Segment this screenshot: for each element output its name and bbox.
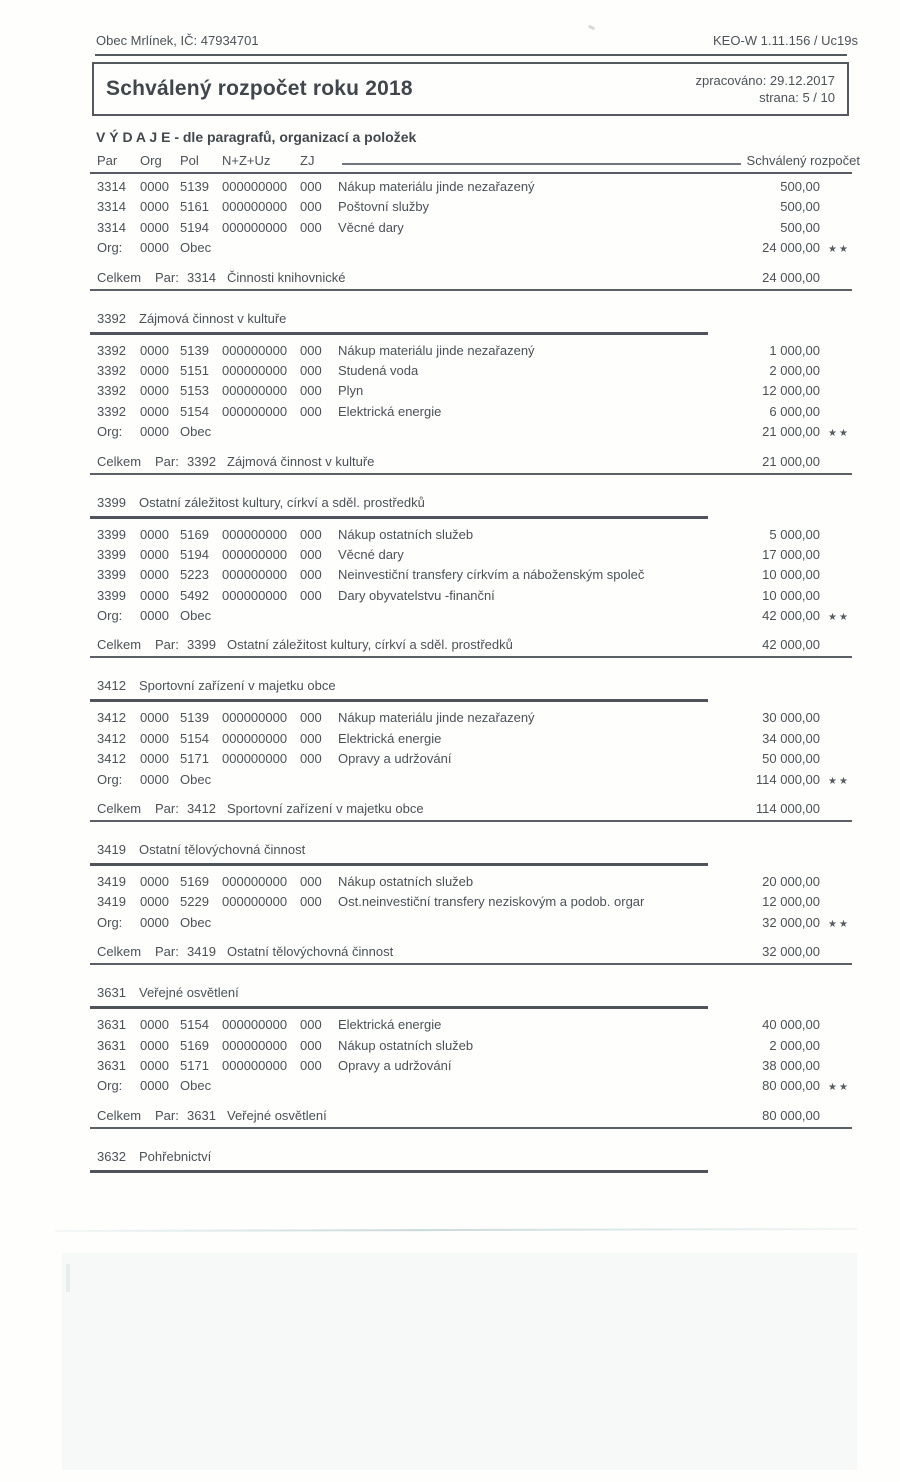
stars-marker: ★★ bbox=[828, 612, 850, 624]
celkem-par-code: 3412 bbox=[187, 801, 216, 817]
cell-pol: 5492 bbox=[180, 587, 209, 603]
cell-org: 0000 bbox=[140, 1078, 169, 1094]
cell-amount: 500,00 bbox=[780, 219, 820, 235]
cell-zj: 000 bbox=[300, 730, 322, 746]
table-block bbox=[90, 495, 852, 659]
table-row bbox=[90, 404, 852, 424]
cell-nzuz: 000000000 bbox=[222, 1017, 288, 1033]
table-row bbox=[90, 343, 852, 363]
cell-org: 0000 bbox=[140, 730, 169, 746]
table-block bbox=[90, 179, 852, 291]
table-block bbox=[90, 678, 852, 822]
cell-nzuz: 000000000 bbox=[222, 342, 288, 358]
celkem-row bbox=[90, 637, 852, 658]
cell-org: 0000 bbox=[140, 894, 169, 910]
cell-pol: 5171 bbox=[180, 1057, 209, 1073]
celkem-par-label: Par: bbox=[155, 637, 179, 653]
cell-zj: 000 bbox=[300, 546, 322, 562]
table-row bbox=[90, 731, 852, 751]
cell-par: 3399 bbox=[97, 587, 126, 603]
cell-nzuz: 000000000 bbox=[222, 219, 288, 235]
cell-nzuz: 000000000 bbox=[222, 567, 288, 583]
cell-par: 3412 bbox=[97, 730, 126, 746]
cell-description: Dary obyvatelstvu -finanční bbox=[338, 587, 495, 603]
org-label: Org: bbox=[97, 608, 123, 624]
org-name: Obec bbox=[180, 1078, 212, 1094]
municipality-id-text: Obec Mrlínek, IČ: 47934701 bbox=[96, 33, 259, 48]
cell-org: 0000 bbox=[140, 1037, 169, 1053]
cell-par: 3419 bbox=[97, 874, 126, 890]
celkem-par-code: 3631 bbox=[187, 1107, 216, 1123]
cell-nzuz: 000000000 bbox=[222, 199, 288, 215]
cell-zj: 000 bbox=[300, 710, 322, 726]
cell-description: Nákup ostatních služeb bbox=[338, 874, 474, 890]
cell-pol: 5151 bbox=[180, 362, 209, 378]
cell-pol: 5169 bbox=[180, 526, 209, 542]
par-section-heading bbox=[90, 1149, 708, 1173]
table-row bbox=[90, 894, 852, 914]
celkem-title: Zájmová činnost v kultuře bbox=[227, 453, 375, 469]
cell-amount: 6 000,00 bbox=[769, 403, 820, 419]
cell-pol: 5169 bbox=[180, 1037, 209, 1053]
par-code: 3392 bbox=[97, 310, 126, 326]
cell-par: 3392 bbox=[97, 383, 126, 399]
cell-org: 0000 bbox=[140, 608, 169, 624]
cell-description: Neinvestiční transfery církvím a náboženským společ bbox=[338, 567, 645, 583]
cell-zj: 000 bbox=[300, 894, 322, 910]
table-row bbox=[90, 567, 852, 587]
cell-nzuz: 000000000 bbox=[222, 874, 288, 890]
org-label: Org: bbox=[97, 1078, 123, 1094]
cell-org: 0000 bbox=[140, 362, 169, 378]
col-amount: Schválený rozpočet bbox=[746, 153, 860, 168]
col-zj: ZJ bbox=[300, 153, 315, 168]
cell-org: 0000 bbox=[140, 771, 169, 787]
cell-nzuz: 000000000 bbox=[222, 1057, 288, 1073]
org-name: Obec bbox=[180, 771, 212, 787]
cell-org: 0000 bbox=[140, 710, 169, 726]
par-code: 3419 bbox=[97, 842, 126, 858]
cell-par: 3631 bbox=[97, 1037, 126, 1053]
section-title: V Ý D A J E - dle paragrafů, organizací a položek bbox=[96, 129, 417, 145]
cell-description: Opravy a udržování bbox=[338, 1057, 452, 1073]
table-row bbox=[90, 874, 852, 894]
cell-amount: 10 000,00 bbox=[762, 587, 820, 603]
celkem-title: Veřejné osvětlení bbox=[227, 1107, 327, 1123]
par-section-heading bbox=[90, 678, 708, 702]
cell-par: 3399 bbox=[97, 526, 126, 542]
cell-amount: 80 000,00 bbox=[762, 1107, 820, 1123]
org-total-row bbox=[90, 915, 852, 935]
page-title: Schválený rozpočet roku 2018 bbox=[106, 77, 413, 100]
org-name: Obec bbox=[180, 424, 212, 440]
org-label: Org: bbox=[97, 914, 123, 930]
cell-amount: 34 000,00 bbox=[762, 730, 820, 746]
cell-amount: 20 000,00 bbox=[762, 874, 820, 890]
cell-amount: 50 000,00 bbox=[762, 751, 820, 767]
table-row bbox=[90, 751, 852, 771]
celkem-label: Celkem bbox=[97, 637, 142, 653]
cell-zj: 000 bbox=[300, 587, 322, 603]
cell-nzuz: 000000000 bbox=[222, 1037, 288, 1053]
table-row bbox=[90, 710, 852, 730]
cell-zj: 000 bbox=[300, 1037, 322, 1053]
cell-zj: 000 bbox=[300, 874, 322, 890]
cell-amount: 21 000,00 bbox=[762, 453, 820, 469]
cell-zj: 000 bbox=[300, 1017, 322, 1033]
table-row bbox=[90, 383, 852, 403]
rows-group bbox=[90, 343, 852, 445]
org-label: Org: bbox=[97, 771, 123, 787]
cell-org: 0000 bbox=[140, 383, 169, 399]
cell-nzuz: 000000000 bbox=[222, 383, 288, 399]
cell-description: Plyn bbox=[338, 383, 364, 399]
cell-org: 0000 bbox=[140, 914, 169, 930]
celkem-par-label: Par: bbox=[155, 801, 179, 817]
cell-org: 0000 bbox=[140, 1017, 169, 1033]
par-code: 3412 bbox=[97, 678, 126, 694]
title-meta bbox=[696, 72, 836, 106]
stars-marker: ★★ bbox=[828, 244, 850, 256]
col-pol: Pol bbox=[180, 153, 199, 168]
celkem-title: Ostatní záležitost kultury, církví a sděl. prostředků bbox=[227, 637, 513, 653]
rows-group bbox=[90, 527, 852, 629]
cell-par: 3314 bbox=[97, 219, 126, 235]
cell-nzuz: 000000000 bbox=[222, 587, 288, 603]
cell-description: Studená voda bbox=[338, 362, 419, 378]
cell-nzuz: 000000000 bbox=[222, 894, 288, 910]
page-header bbox=[96, 33, 858, 48]
cell-org: 0000 bbox=[140, 199, 169, 215]
org-name: Obec bbox=[180, 240, 212, 256]
rows-group bbox=[90, 874, 852, 935]
par-title: Zájmová činnost v kultuře bbox=[139, 310, 287, 326]
cell-pol: 5194 bbox=[180, 219, 209, 235]
table-block bbox=[90, 311, 852, 475]
celkem-par-code: 3392 bbox=[187, 453, 216, 469]
table-header bbox=[90, 153, 860, 174]
celkem-label: Celkem bbox=[97, 801, 142, 817]
stars-marker: ★★ bbox=[828, 775, 850, 787]
par-code: 3399 bbox=[97, 494, 126, 510]
stars-marker: ★★ bbox=[828, 918, 850, 930]
org-total-row bbox=[90, 424, 852, 444]
cell-par: 3412 bbox=[97, 710, 126, 726]
org-label: Org: bbox=[97, 240, 123, 256]
cell-description: Věcné dary bbox=[338, 546, 404, 562]
cell-nzuz: 000000000 bbox=[222, 546, 288, 562]
par-title: Veřejné osvětlení bbox=[139, 985, 239, 1001]
table-row bbox=[90, 1038, 852, 1058]
cell-zj: 000 bbox=[300, 199, 322, 215]
par-title: Ostatní tělovýchovná činnost bbox=[139, 842, 306, 858]
cell-par: 3631 bbox=[97, 1017, 126, 1033]
cell-nzuz: 000000000 bbox=[222, 526, 288, 542]
par-section-heading bbox=[90, 842, 708, 866]
cell-description: Nákup materiálu jinde nezařazený bbox=[338, 710, 535, 726]
stars-marker: ★★ bbox=[828, 1082, 850, 1094]
celkem-row bbox=[90, 454, 852, 475]
table-block bbox=[90, 985, 852, 1129]
cell-zj: 000 bbox=[300, 342, 322, 358]
par-code: 3631 bbox=[97, 985, 126, 1001]
rows-group bbox=[90, 710, 852, 792]
cell-pol: 5171 bbox=[180, 751, 209, 767]
celkem-par-label: Par: bbox=[155, 269, 179, 285]
table-block bbox=[90, 1149, 852, 1173]
cell-description: Věcné dary bbox=[338, 219, 404, 235]
cell-description: Elektrická energie bbox=[338, 730, 442, 746]
celkem-row bbox=[90, 801, 852, 822]
cell-description: Nákup materiálu jinde nezařazený bbox=[338, 342, 535, 358]
cell-amount: 24 000,00 bbox=[762, 240, 820, 256]
table-row bbox=[90, 547, 852, 567]
cell-amount: 2 000,00 bbox=[769, 1037, 820, 1053]
cell-pol: 5223 bbox=[180, 567, 209, 583]
par-code: 3632 bbox=[97, 1148, 126, 1164]
cell-amount: 42 000,00 bbox=[762, 608, 820, 624]
celkem-label: Celkem bbox=[97, 944, 142, 960]
celkem-title: Ostatní tělovýchovná činnost bbox=[227, 944, 394, 960]
cell-org: 0000 bbox=[140, 179, 169, 194]
cell-zj: 000 bbox=[300, 526, 322, 542]
cell-par: 3314 bbox=[97, 199, 126, 215]
header-divider bbox=[95, 54, 847, 56]
org-total-row bbox=[90, 240, 852, 260]
scan-shadow-artifact bbox=[62, 1253, 857, 1470]
cell-amount: 2 000,00 bbox=[769, 362, 820, 378]
cell-zj: 000 bbox=[300, 219, 322, 235]
cell-org: 0000 bbox=[140, 219, 169, 235]
table-row bbox=[90, 199, 852, 219]
celkem-label: Celkem bbox=[97, 1107, 142, 1123]
cell-amount: 5 000,00 bbox=[769, 526, 820, 542]
cell-amount: 500,00 bbox=[780, 179, 820, 194]
par-section-heading bbox=[90, 311, 708, 335]
cell-org: 0000 bbox=[140, 567, 169, 583]
cell-amount: 42 000,00 bbox=[762, 637, 820, 653]
budget-table bbox=[90, 153, 860, 1181]
cell-par: 3412 bbox=[97, 751, 126, 767]
cell-nzuz: 000000000 bbox=[222, 710, 288, 726]
table-row bbox=[90, 363, 852, 383]
cell-amount: 10 000,00 bbox=[762, 567, 820, 583]
par-section-heading bbox=[90, 495, 708, 519]
cell-org: 0000 bbox=[140, 751, 169, 767]
cell-pol: 5161 bbox=[180, 199, 209, 215]
cell-description: Opravy a udržování bbox=[338, 751, 452, 767]
stars-marker: ★★ bbox=[828, 428, 850, 440]
celkem-par-code: 3419 bbox=[187, 944, 216, 960]
processed-date: zpracováno: 29.12.2017 bbox=[695, 73, 835, 88]
cell-description: Nákup ostatních služeb bbox=[338, 1037, 474, 1053]
cell-pol: 5154 bbox=[180, 730, 209, 746]
celkem-label: Celkem bbox=[97, 269, 142, 285]
cell-pol: 5194 bbox=[180, 546, 209, 562]
cell-amount: 80 000,00 bbox=[762, 1078, 820, 1094]
cell-amount: 32 000,00 bbox=[762, 944, 820, 960]
table-row bbox=[90, 588, 852, 608]
celkem-title: Činnosti knihovnické bbox=[227, 269, 346, 285]
col-org: Org bbox=[140, 153, 162, 168]
cell-description: Elektrická energie bbox=[338, 403, 442, 419]
celkem-title: Sportovní zařízení v majetku obce bbox=[227, 801, 424, 817]
cell-org: 0000 bbox=[140, 240, 169, 256]
cell-zj: 000 bbox=[300, 567, 322, 583]
cell-org: 0000 bbox=[140, 526, 169, 542]
cell-org: 0000 bbox=[140, 342, 169, 358]
cell-description: Poštovní služby bbox=[338, 199, 430, 215]
rows-group bbox=[90, 179, 852, 261]
cell-org: 0000 bbox=[140, 424, 169, 440]
cell-amount: 24 000,00 bbox=[762, 269, 820, 285]
cell-par: 3314 bbox=[97, 179, 126, 194]
cell-pol: 5154 bbox=[180, 403, 209, 419]
table-row bbox=[90, 1058, 852, 1078]
celkem-par-label: Par: bbox=[155, 944, 179, 960]
cell-zj: 000 bbox=[300, 751, 322, 767]
org-total-row bbox=[90, 772, 852, 792]
cell-org: 0000 bbox=[140, 403, 169, 419]
celkem-par-code: 3314 bbox=[187, 269, 216, 285]
rows-group bbox=[90, 1017, 852, 1099]
cell-par: 3399 bbox=[97, 546, 126, 562]
cell-amount: 30 000,00 bbox=[762, 710, 820, 726]
cell-zj: 000 bbox=[300, 362, 322, 378]
page-number: strana: 5 / 10 bbox=[759, 90, 835, 105]
cell-zj: 000 bbox=[300, 1057, 322, 1073]
org-total-row bbox=[90, 1078, 852, 1098]
table-block bbox=[90, 842, 852, 965]
cell-pol: 5154 bbox=[180, 1017, 209, 1033]
cell-par: 3392 bbox=[97, 342, 126, 358]
table-row bbox=[90, 179, 852, 199]
scan-line-artifact bbox=[55, 1228, 857, 1232]
cell-pol: 5139 bbox=[180, 179, 209, 194]
cell-par: 3631 bbox=[97, 1057, 126, 1073]
col-par: Par bbox=[97, 153, 118, 168]
table-row bbox=[90, 220, 852, 240]
cell-pol: 5153 bbox=[180, 383, 209, 399]
cell-amount: 40 000,00 bbox=[762, 1017, 820, 1033]
cell-amount: 21 000,00 bbox=[762, 424, 820, 440]
par-title: Sportovní zařízení v majetku obce bbox=[139, 678, 336, 694]
cell-pol: 5139 bbox=[180, 342, 209, 358]
celkem-row bbox=[90, 270, 852, 291]
cell-amount: 1 000,00 bbox=[769, 342, 820, 358]
cell-description: Elektrická energie bbox=[338, 1017, 442, 1033]
cell-amount: 32 000,00 bbox=[762, 914, 820, 930]
cell-amount: 114 000,00 bbox=[755, 771, 820, 787]
scan-mark-artifact bbox=[66, 1264, 70, 1292]
org-name: Obec bbox=[180, 608, 212, 624]
cell-amount: 17 000,00 bbox=[762, 546, 820, 562]
cell-par: 3392 bbox=[97, 403, 126, 419]
title-box bbox=[92, 62, 849, 116]
celkem-row bbox=[90, 944, 852, 965]
cell-zj: 000 bbox=[300, 383, 322, 399]
cell-pol: 5229 bbox=[180, 894, 209, 910]
par-title: Pohřebnictví bbox=[139, 1148, 212, 1164]
cell-org: 0000 bbox=[140, 546, 169, 562]
scan-speck-artifact bbox=[588, 25, 596, 31]
par-section-heading bbox=[90, 985, 708, 1009]
cell-pol: 5169 bbox=[180, 874, 209, 890]
cell-amount: 500,00 bbox=[780, 199, 820, 215]
cell-description: Nákup ostatních služeb bbox=[338, 526, 474, 542]
cell-nzuz: 000000000 bbox=[222, 403, 288, 419]
cell-org: 0000 bbox=[140, 587, 169, 603]
col-nzuz: N+Z+Uz bbox=[222, 153, 271, 168]
org-name: Obec bbox=[180, 914, 212, 930]
cell-par: 3392 bbox=[97, 362, 126, 378]
par-title: Ostatní záležitost kultury, církví a sděl. prostředků bbox=[139, 494, 425, 510]
header-baseline-rule bbox=[342, 163, 741, 165]
cell-par: 3419 bbox=[97, 894, 126, 910]
cell-nzuz: 000000000 bbox=[222, 362, 288, 378]
cell-description: Nákup materiálu jinde nezařazený bbox=[338, 179, 535, 194]
cell-org: 0000 bbox=[140, 874, 169, 890]
cell-par: 3399 bbox=[97, 567, 126, 583]
table-row bbox=[90, 1017, 852, 1037]
cell-description: Ost.neinvestiční transfery neziskovým a podob. orgar bbox=[338, 894, 645, 910]
cell-pol: 5139 bbox=[180, 710, 209, 726]
org-total-row bbox=[90, 608, 852, 628]
cell-nzuz: 000000000 bbox=[222, 179, 288, 194]
cell-amount: 114 000,00 bbox=[755, 801, 820, 817]
cell-zj: 000 bbox=[300, 403, 322, 419]
cell-zj: 000 bbox=[300, 179, 322, 194]
software-version-text: KEO-W 1.11.156 / Uc19s bbox=[713, 33, 858, 48]
table-row bbox=[90, 527, 852, 547]
celkem-row bbox=[90, 1108, 852, 1129]
celkem-par-label: Par: bbox=[155, 1107, 179, 1123]
cell-amount: 12 000,00 bbox=[762, 894, 820, 910]
cell-amount: 38 000,00 bbox=[762, 1057, 820, 1073]
cell-org: 0000 bbox=[140, 1057, 169, 1073]
celkem-par-label: Par: bbox=[155, 453, 179, 469]
celkem-par-code: 3399 bbox=[187, 637, 216, 653]
celkem-label: Celkem bbox=[97, 453, 142, 469]
cell-nzuz: 000000000 bbox=[222, 751, 288, 767]
cell-nzuz: 000000000 bbox=[222, 730, 288, 746]
org-label: Org: bbox=[97, 424, 123, 440]
cell-amount: 12 000,00 bbox=[762, 383, 820, 399]
